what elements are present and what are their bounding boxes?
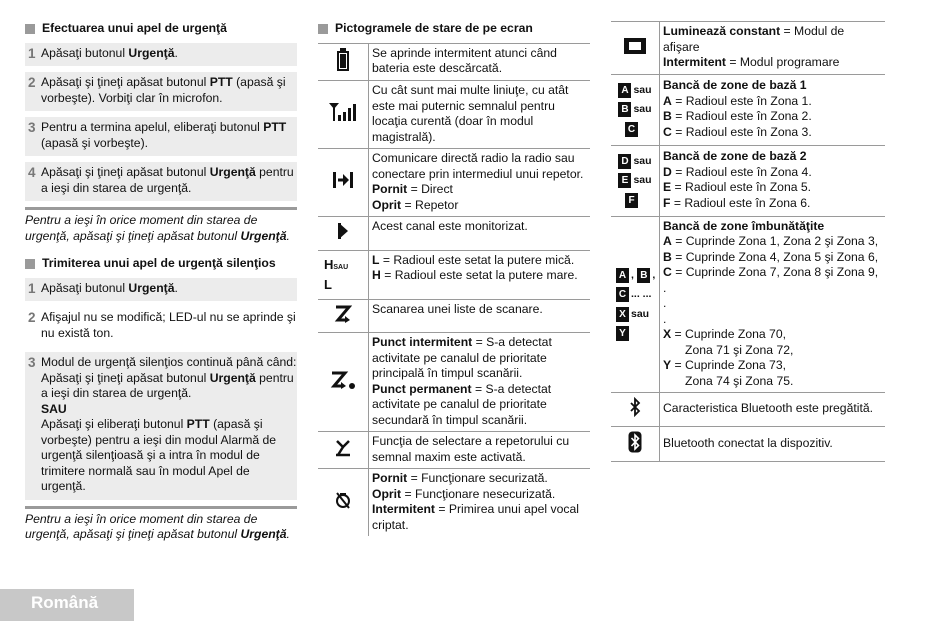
step-item: 1 Apăsaţi butonul Urgenţă.	[25, 43, 297, 67]
table-row: Comunicare directă radio la radio sau conectare prin intermediul unui repetor. Pornit = Direct Oprit = Repetor	[318, 149, 590, 217]
priority-scan-icon	[330, 370, 356, 390]
status-icons-table	[318, 43, 590, 537]
exit-emergency-note: Pentru a ieşi în orice moment din starea de urgenţă, apăsaţi şi ţineţi apăsat butonul Urgenţă.	[25, 207, 297, 244]
table-row: Pornit = Funcţionare securizată. Oprit = Funcţionare nesecurizată. Intermitent = Primirea unui apel vocal criptat.	[318, 469, 590, 537]
step-number: 2	[28, 75, 36, 90]
zone-bank-2-icon: D sau E sau F	[613, 154, 657, 208]
table-row: Funcţia de selectare a repetorului cu semnal maxim este activată.	[318, 432, 590, 469]
column-emergency	[25, 18, 297, 555]
step-item: 4 Apăsaţi şi ţineţi apăsat butonul Urgenţă pentru a ieşi din starea de urgenţă.	[25, 162, 297, 201]
table-row: Punct intermitent = S-a detectat activitate pe canalul de prioritate principală în timpul scanării. Punct permanent = S-a detectat activitate pe canalul de prioritate secundară în timpul scanării.	[318, 333, 590, 432]
table-row: Se aprinde intermitent atunci când bateria este descărcată.	[318, 43, 590, 81]
direct-talkaround-icon	[331, 170, 355, 190]
step-number: 1	[28, 45, 36, 61]
table-row: A sau B sau C Bancă de zone de bază 1 A = Radioul este în Zona 1. B = Radioul este în Zona 2. C = Radioul este în Zona 3.	[611, 74, 885, 145]
step-number: 1	[28, 280, 36, 296]
step-item: 2 Apăsaţi şi ţineţi apăsat butonul PTT (apasă şi vorbeşte). Vorbiţi clar în microfon.	[25, 72, 297, 111]
secure-encryption-icon	[334, 490, 352, 510]
table-row: Bluetooth conectat la dispozitiv.	[611, 426, 885, 462]
zone-bank-1-icon: A sau B sau C	[613, 83, 657, 137]
scan-icon	[334, 304, 352, 324]
table-row: Acest canal este monitorizat.	[318, 217, 590, 251]
bluetooth-connected-icon	[628, 431, 642, 453]
heading-square-icon	[318, 24, 328, 34]
step-item: 2 Afişajul nu se modifică; LED-ul nu se aprinde şi nu există ton.	[25, 307, 297, 346]
display-mode-icon	[623, 37, 647, 55]
step-number: 2	[28, 310, 36, 325]
table-row: Cu cât sunt mai multe liniuţe, cu atât este mai puternic semnalul pentru locaţia curentă (doar în modul magistrală).	[318, 81, 590, 149]
heading-square-icon	[25, 24, 35, 34]
table-row: Caracteristica Bluetooth este pregătită.	[611, 393, 885, 427]
signal-strength-icon	[328, 102, 358, 122]
monitor-icon	[336, 221, 350, 241]
table-row: HSAU L L = Radioul este setat la putere mică. H = Radioul este setat la putere mare.	[318, 250, 590, 299]
table-row: A , B , C ... ... X sau Y Bancă de zone îmbunătăţite A = Cuprinde Zona 1, Zona 2 şi Zona 3, B = Cuprinde Zona 4, Zona 5 şi Zona 6, C = Cuprinde Zona 7, Zona 8 şi Zona 9, . . . X = Cuprinde Zona 70, Zona 71 şi Zona 72, Y = Cuprinde Zona 73, Zona 74 şi Zona 75.	[611, 216, 885, 393]
table-row: Luminează constant = Modul de afişare Intermitent = Modul programare	[611, 22, 885, 75]
bluetooth-icon	[629, 397, 641, 417]
battery-icon	[336, 48, 350, 72]
enhanced-zone-bank-icon: A , B , C ... ... X sau Y	[613, 268, 657, 342]
exit-emergency-note: Pentru a ieşi în orice moment din starea de urgenţă, apăsaţi şi ţineţi apăsat butonul Urgenţă.	[25, 506, 297, 543]
power-level-icon: HSAU L	[324, 256, 349, 292]
zone-icons-table	[611, 21, 885, 462]
step-item: 3 Modul de urgenţă silenţios continuă până când: Apăsaţi şi ţineţi apăsat butonul Urgenţă pentru a ieşi din starea de urgenţă. SAU Apăsaţi şi eliberaţi butonul PTT (apasă şi vorbeşte) pentru a ieşi din modul Alarmă de urgenţă silenţioasă şi a intra în modul de trimitere normală sau în modul Apel de urgenţă.	[25, 352, 297, 500]
table-row: D sau E sau F Bancă de zone de bază 2 D = Radioul este în Zona 4. E = Radioul este în Zona 5. F = Radioul este în Zona 6.	[611, 145, 885, 216]
column-zone-icons	[611, 21, 885, 462]
section-heading-emergency-call: Efectuarea unui apel de urgenţă	[25, 21, 297, 37]
step-item: 3 Pentru a termina apelul, eliberaţi butonul PTT (apasă şi vorbeşte).	[25, 117, 297, 156]
language-tab: Română	[0, 589, 134, 621]
section-heading-status-icons: Pictogramele de stare de pe ecran	[318, 21, 590, 37]
table-row: Scanarea unei liste de scanare.	[318, 299, 590, 333]
heading-square-icon	[25, 259, 35, 269]
section-heading-silent-emergency: Trimiterea unui apel de urgenţă silenţios	[25, 256, 297, 272]
column-status-icons	[318, 18, 590, 536]
step-item: 1 Apăsaţi butonul Urgenţă.	[25, 278, 297, 302]
step-number: 3	[28, 120, 36, 135]
step-number: 4	[28, 165, 36, 180]
repeater-selection-icon	[334, 438, 352, 458]
step-number: 3	[28, 355, 36, 370]
